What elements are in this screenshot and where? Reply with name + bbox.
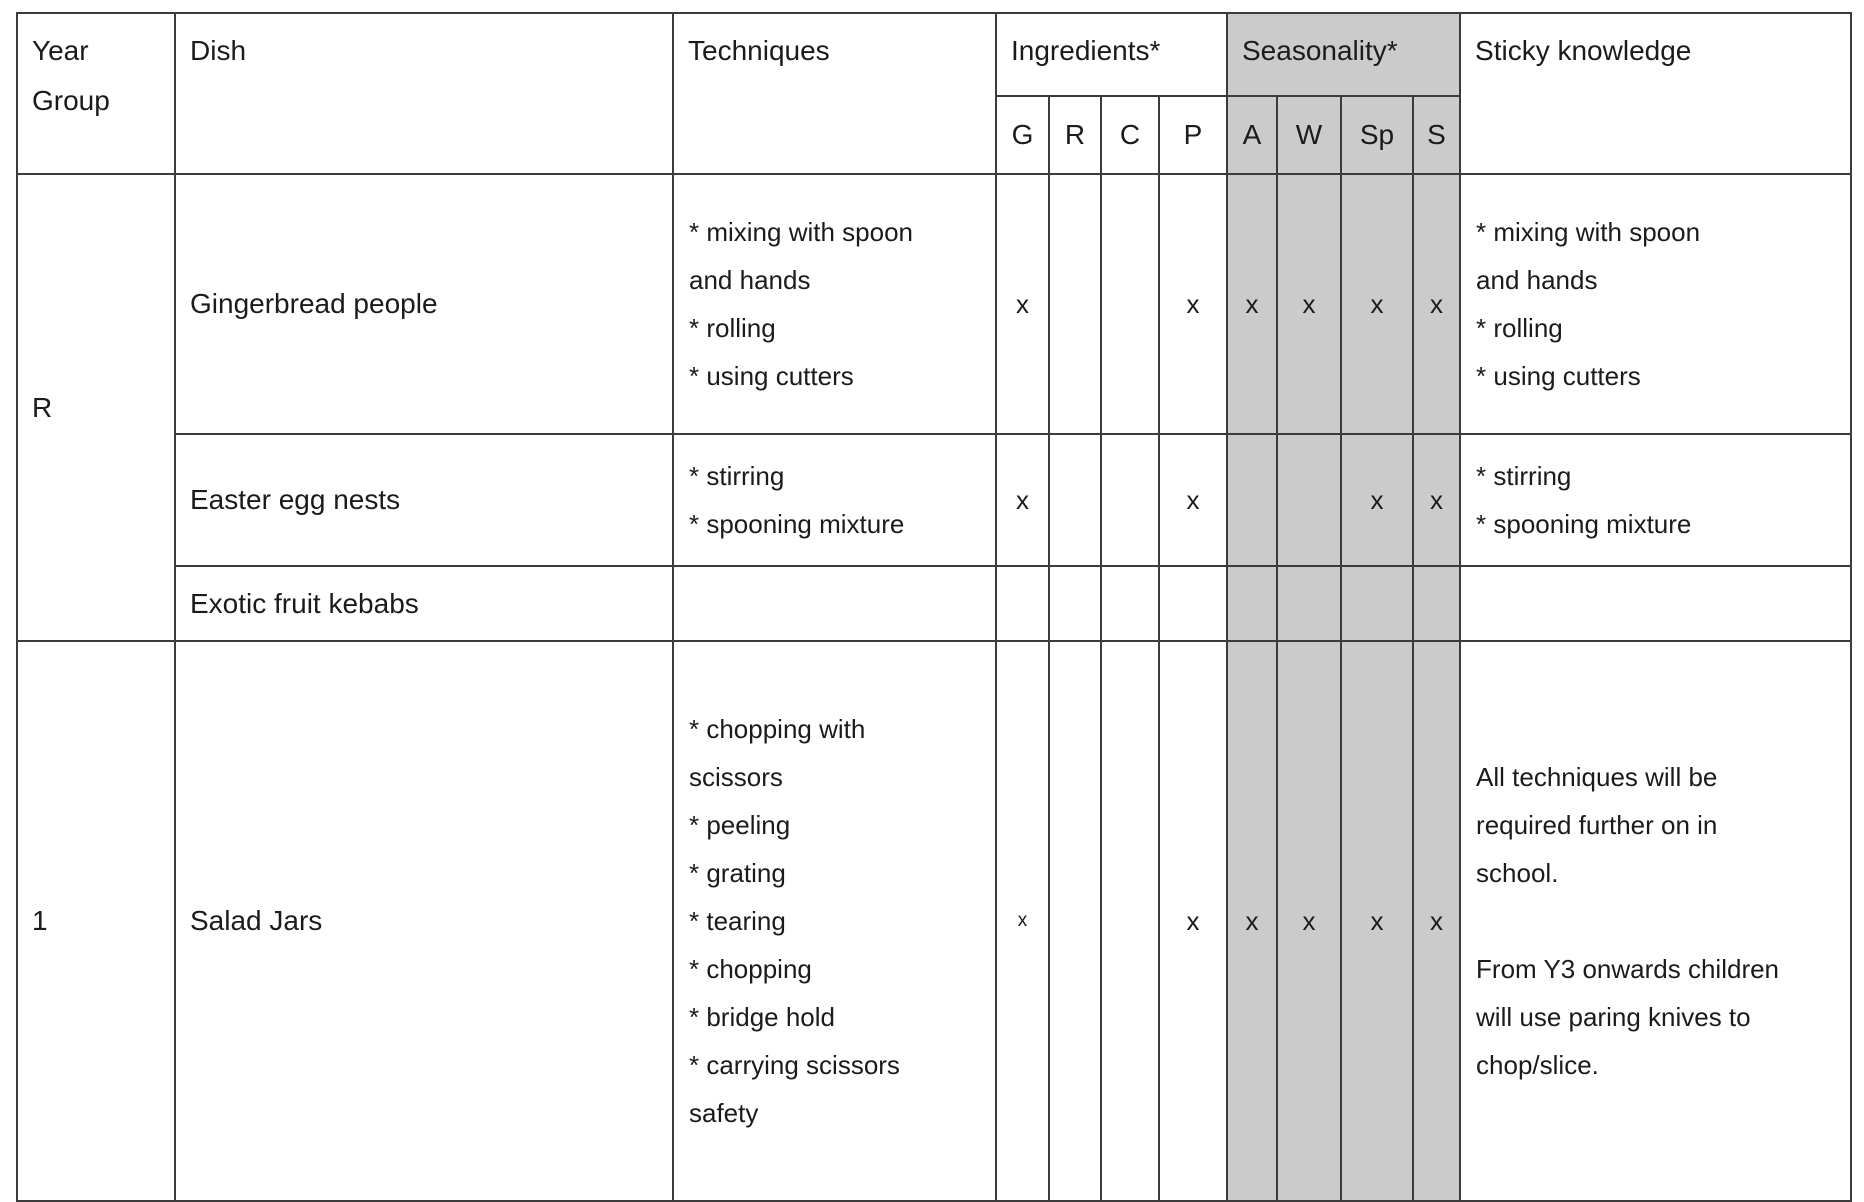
cell-mark-c [1101,566,1159,641]
text-line: chop/slice. [1476,1050,1599,1080]
subcol-header-c: C [1101,96,1159,174]
cell-dish: Gingerbread people [175,174,673,434]
text-line: * mixing with spoon [1476,217,1701,247]
cell-techniques [673,641,996,1201]
subcol-header-p: P [1159,96,1227,174]
text-line: * stirring [689,461,785,491]
cell-mark-w: x [1277,641,1341,1201]
text-line: safety [689,1098,759,1128]
subcol-header-sp: Sp [1341,96,1413,174]
text-line [1476,897,1835,945]
text-line: * chopping with [689,714,866,744]
cell-mark-sp: x [1341,641,1413,1201]
cell-mark-w [1277,434,1341,566]
text-line: From Y3 onwards children [1476,954,1780,984]
text-line: * peeling [689,810,791,840]
text-line: * stirring [1476,461,1572,491]
cell-mark-c [1101,434,1159,566]
text-line: scissors [689,762,783,792]
text-line: and hands [689,265,811,295]
text-line: * spooning mixture [689,509,905,539]
text-line: school. [1476,858,1559,888]
text-line: * tearing [689,906,786,936]
table-row-easter-egg-nests [17,434,1851,566]
col-header-year-group: Year Group [17,13,175,174]
cell-sticky-knowledge [1460,174,1851,434]
cell-mark-c [1101,641,1159,1201]
text-line: and hands [1476,265,1598,295]
cell-mark-a [1227,434,1277,566]
table-row-exotic-fruit-kebabs [17,566,1851,641]
table-row-gingerbread [17,174,1851,434]
text-line: * using cutters [689,361,854,391]
text-line: required further on in [1476,810,1718,840]
cell-mark-p [1159,566,1227,641]
subcol-header-a: A [1227,96,1277,174]
col-header-seasonality: Seasonality* [1227,13,1460,96]
text-line: * grating [689,858,786,888]
cell-mark-r [1049,641,1101,1201]
cell-techniques [673,566,996,641]
cell-mark-s [1413,566,1460,641]
cell-mark-g: x [996,641,1049,1201]
table-row-salad-jars [17,641,1851,1201]
cell-mark-p: x [1159,174,1227,434]
cell-sticky-knowledge [1460,434,1851,566]
cell-dish: Exotic fruit kebabs [175,566,673,641]
cell-mark-w [1277,566,1341,641]
cell-techniques [673,174,996,434]
cell-mark-sp: x [1341,434,1413,566]
header-row-1 [17,13,1851,96]
cell-sticky-knowledge [1460,641,1851,1201]
cell-mark-r [1049,434,1101,566]
cell-mark-r [1049,174,1101,434]
text-line: will use paring knives to [1476,1002,1751,1032]
cell-mark-g: x [996,434,1049,566]
cell-mark-s: x [1413,641,1460,1201]
text-line: * rolling [689,313,776,343]
cell-techniques [673,434,996,566]
col-header-ingredients: Ingredients* [996,13,1227,96]
cell-mark-sp: x [1341,174,1413,434]
cell-mark-g: x [996,174,1049,434]
cell-mark-a: x [1227,174,1277,434]
cell-mark-p: x [1159,434,1227,566]
curriculum-table [16,12,1852,1202]
cell-mark-r [1049,566,1101,641]
col-header-dish: Dish [175,13,673,174]
cell-year-group-r: R [17,174,175,641]
text-line: All techniques will be [1476,762,1718,792]
cell-mark-w: x [1277,174,1341,434]
cell-mark-s: x [1413,434,1460,566]
cell-mark-s: x [1413,174,1460,434]
text-line: * using cutters [1476,361,1641,391]
text-line: * rolling [1476,313,1563,343]
cell-mark-g [996,566,1049,641]
cell-dish: Salad Jars [175,641,673,1201]
text-line: * spooning mixture [1476,509,1692,539]
col-header-sticky-knowledge: Sticky knowledge [1460,13,1851,174]
cell-mark-p: x [1159,641,1227,1201]
text-line: * mixing with spoon [689,217,913,247]
cell-mark-c [1101,174,1159,434]
text-line: * carrying scissors [689,1050,900,1080]
cell-year-group-1: 1 [17,641,175,1201]
cell-dish: Easter egg nests [175,434,673,566]
col-header-techniques: Techniques [673,13,996,174]
cell-mark-sp [1341,566,1413,641]
subcol-header-s: S [1413,96,1460,174]
cell-mark-a: x [1227,641,1277,1201]
subcol-header-g: G [996,96,1049,174]
text-line: * bridge hold [689,1002,835,1032]
cell-mark-a [1227,566,1277,641]
text-line: * chopping [689,954,812,984]
subcol-header-w: W [1277,96,1341,174]
subcol-header-r: R [1049,96,1101,174]
cell-sticky-knowledge [1460,566,1851,641]
